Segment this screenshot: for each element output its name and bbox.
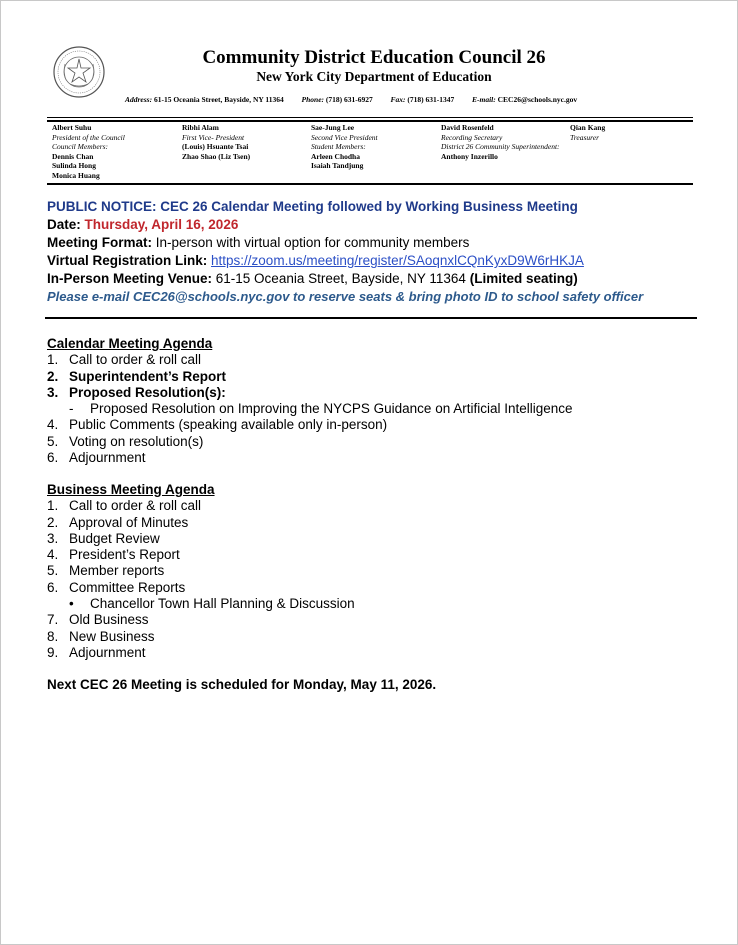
reserve-note: Please e-mail CEC26@schools.nyc.gov to reserve seats & bring photo ID to school safety officer bbox=[47, 289, 644, 304]
list-item: 6. Adjournment bbox=[47, 450, 146, 466]
email-value: CEC26@schools.nyc.gov bbox=[497, 95, 578, 104]
member-name: Zhao Shao (Liz Tsen) bbox=[182, 151, 251, 161]
section-divider bbox=[45, 317, 697, 319]
next-meeting-note: Next CEC 26 Meeting is scheduled for Monday, May 11, 2026. bbox=[47, 677, 437, 692]
format-row bbox=[47, 234, 697, 252]
registration-row bbox=[47, 252, 697, 270]
officer-name: Qian Kang bbox=[570, 123, 606, 132]
notice-headline: PUBLIC NOTICE: CEC 26 Calendar Meeting followed by Working Business Meeting bbox=[47, 199, 578, 214]
registration-label: Virtual Registration Link: bbox=[47, 253, 212, 268]
officer-column-secretary bbox=[441, 123, 560, 161]
list-item: 9. Adjournment bbox=[47, 644, 146, 660]
list-item: 5. Voting on resolution(s) bbox=[47, 433, 204, 449]
list-item: 3. Budget Review bbox=[47, 530, 160, 546]
list-item: 2. Approval of Minutes bbox=[47, 514, 189, 530]
date-row bbox=[47, 216, 697, 234]
calendar-agenda-heading: Calendar Meeting Agenda bbox=[47, 336, 213, 351]
officers-divider bbox=[47, 183, 693, 185]
officer-name: Albert Suhu bbox=[52, 123, 92, 132]
header-divider-thick bbox=[47, 120, 693, 122]
list-item: 1. Call to order & roll call bbox=[47, 498, 202, 514]
list-item: 7. Old Business bbox=[47, 612, 149, 628]
officer-role: First Vice- President bbox=[182, 132, 245, 142]
venue-row bbox=[47, 270, 697, 288]
members-label: Council Members: bbox=[52, 142, 109, 151]
member-name: Monica Huang bbox=[52, 170, 100, 180]
member-name: Dennis Chan bbox=[52, 151, 94, 161]
date-label: Date: bbox=[47, 217, 85, 232]
list-item: 1. Call to order & roll call bbox=[47, 352, 202, 368]
officer-role: President of the Council bbox=[52, 132, 125, 142]
fax-value: (718) 631-1347 bbox=[407, 95, 455, 104]
format-value: In-person with virtual option for community members bbox=[155, 235, 470, 250]
officer-column-first-vp bbox=[182, 123, 250, 161]
date-value: Thursday, April 16, 2026 bbox=[84, 217, 239, 232]
header-divider bbox=[47, 117, 693, 118]
officer-name: Sae-Jung Lee bbox=[311, 123, 355, 132]
list-item: 3. Proposed Resolution(s): bbox=[47, 384, 226, 400]
members-label: Student Members: bbox=[311, 142, 366, 151]
email-label: E-mail: bbox=[472, 95, 496, 104]
council-title: Community District Education Council 26 bbox=[202, 47, 546, 68]
phone-label: Phone: bbox=[301, 95, 325, 104]
address-value: 61-15 Oceania Street, Bayside, NY 11364 bbox=[153, 95, 284, 104]
list-subitem: • Chancellor Town Hall Planning & Discussion bbox=[69, 596, 355, 612]
officer-name: David Rosenfeld bbox=[441, 123, 494, 132]
format-label: Meeting Format: bbox=[47, 235, 156, 250]
business-agenda bbox=[47, 482, 697, 661]
officer-column-treasurer bbox=[570, 123, 605, 142]
officer-name: Ribhi Alam bbox=[182, 123, 219, 132]
members-label: District 26 Community Superintendent: bbox=[441, 142, 560, 151]
member-name: Sulinda Hong bbox=[52, 161, 96, 170]
registration-link[interactable]: https://zoom.us/meeting/register/SAoqnxlCQnKyxD9W6rHKJA bbox=[211, 253, 584, 268]
department-subtitle: New York City Department of Education bbox=[256, 69, 492, 84]
officer-role: Recording Secretary bbox=[441, 132, 503, 142]
phone-value: (718) 631-6927 bbox=[325, 95, 373, 104]
list-item: 4. President’s Report bbox=[47, 547, 180, 563]
list-subitem: - Proposed Resolution on Improving the NYCPS Guidance on Artificial Intelligence bbox=[69, 401, 573, 417]
member-name: Anthony Inzerillo bbox=[441, 151, 498, 161]
list-item: 6. Committee Reports bbox=[47, 579, 186, 595]
calendar-agenda bbox=[47, 336, 697, 466]
member-name: Arleen Chodha bbox=[311, 151, 360, 161]
contact-line bbox=[125, 95, 645, 104]
officer-role: Treasurer bbox=[570, 132, 600, 142]
venue-label: In-Person Meeting Venue: bbox=[47, 271, 216, 286]
venue-note: (Limited seating) bbox=[469, 271, 578, 286]
member-name: (Louis) Hsuante Tsai bbox=[182, 142, 249, 151]
list-item: 5. Member reports bbox=[47, 563, 165, 579]
list-item: 4. Public Comments (speaking available only in-person) bbox=[47, 417, 388, 433]
business-agenda-heading: Business Meeting Agenda bbox=[47, 482, 215, 497]
list-item: 2. Superintendent’s Report bbox=[47, 368, 227, 384]
list-item: 8. New Business bbox=[47, 628, 155, 644]
meeting-notice bbox=[47, 198, 697, 306]
address-label: Address: bbox=[125, 95, 153, 104]
venue-value: 61-15 Oceania Street, Bayside, NY 11364 bbox=[215, 271, 470, 286]
officer-column-second-vp bbox=[311, 123, 378, 171]
officer-role: Second Vice President bbox=[311, 132, 378, 142]
officer-column-president bbox=[52, 123, 125, 180]
fax-label: Fax: bbox=[390, 95, 406, 104]
member-name: Isaiah Tandjung bbox=[311, 161, 364, 170]
